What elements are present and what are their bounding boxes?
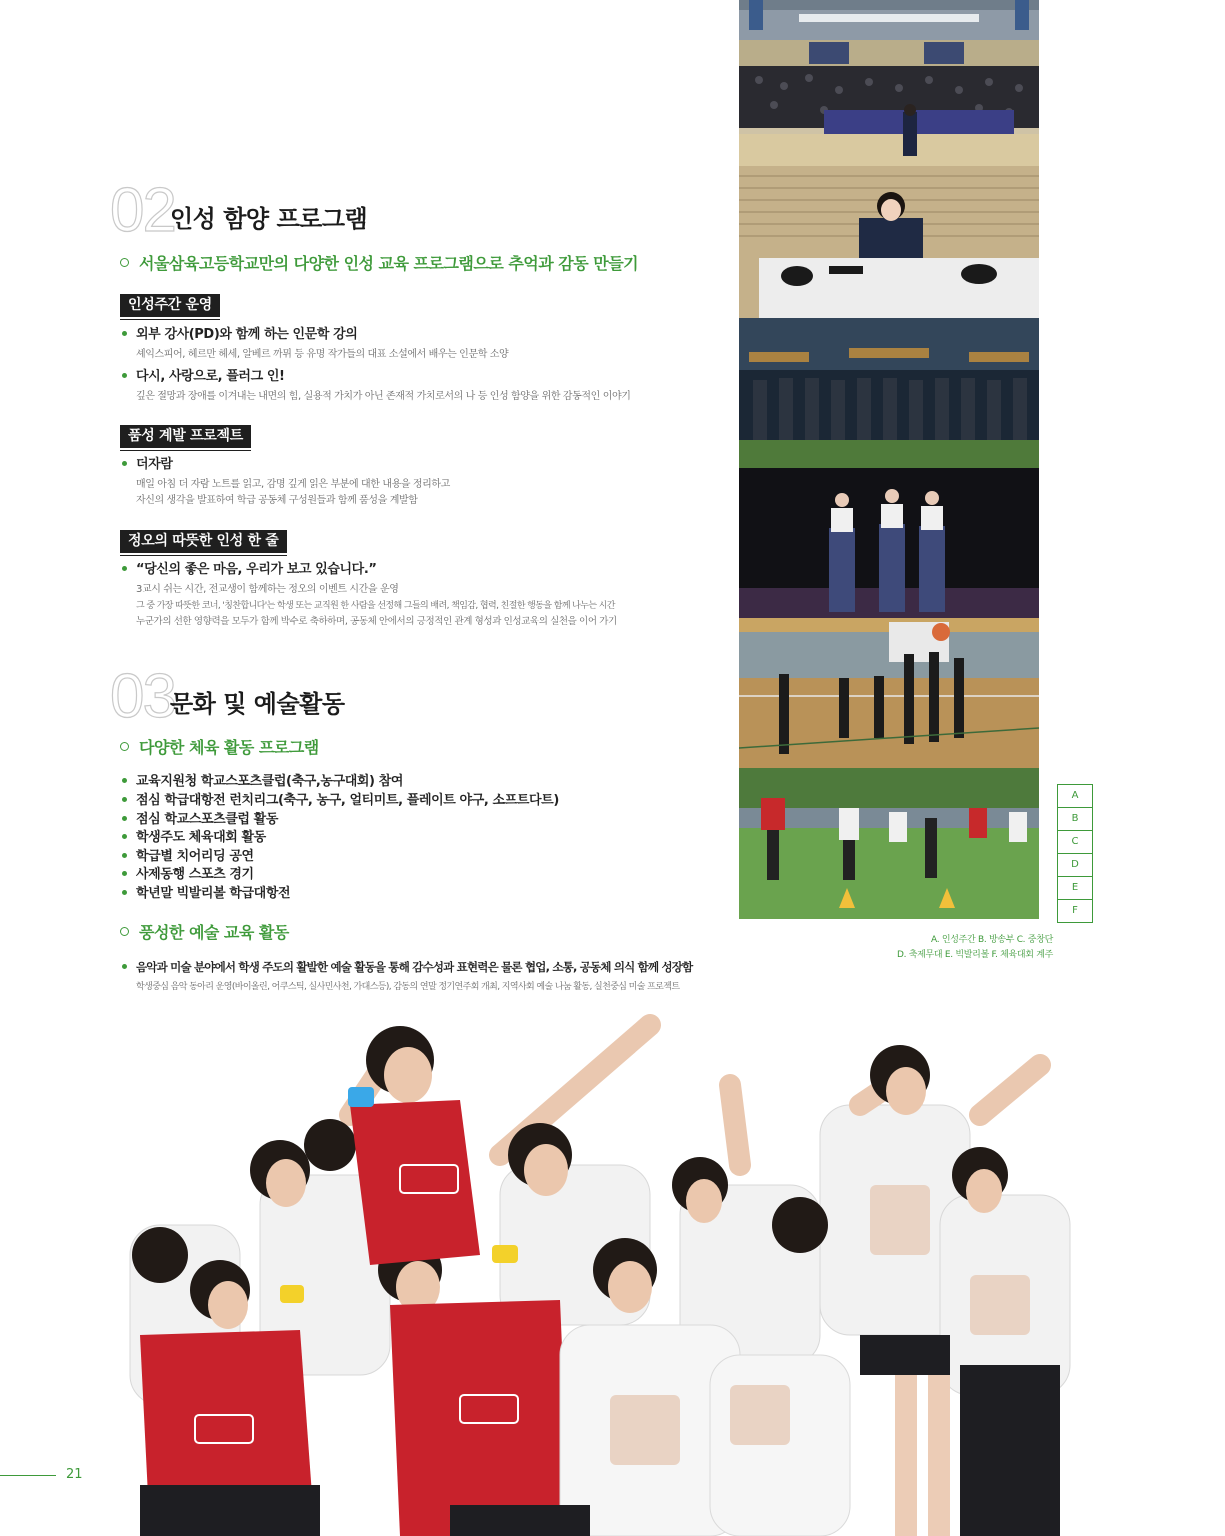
group-photo-students xyxy=(100,1005,1100,1536)
list-item-title xyxy=(122,369,285,385)
section-title-culture: 문화 및 예술활동 xyxy=(170,690,345,718)
tag-noon-line: 정오의 따뜻한 인성 한 줄 xyxy=(120,530,287,553)
bullet-icon xyxy=(122,964,127,969)
photo-broadcasting xyxy=(739,166,1039,318)
circle-bullet-icon xyxy=(120,258,129,267)
bullet-icon xyxy=(122,373,127,378)
arts-item-text: 음악과 미술 분야에서 학생 주도의 활발한 예술 활동을 통해 감수성과 표현력은 물론 협업, 소통, 공동체 의식 함께 성장함 xyxy=(136,960,693,974)
section-subtitle xyxy=(120,256,638,272)
photo-label-d: D xyxy=(1058,854,1092,877)
sports-heading xyxy=(120,740,319,756)
photo-big-volleyball xyxy=(739,618,1039,768)
list-item-text: 점심 학급대항전 런치리그(축구, 농구, 얼티미트, 플레이트 야구, 소프트다트) xyxy=(136,793,559,808)
photo-label-f: F xyxy=(1072,905,1078,916)
list-item xyxy=(122,867,254,883)
bullet-icon xyxy=(122,834,127,839)
photo-volleyball-image xyxy=(739,618,1039,768)
list-item xyxy=(122,830,266,846)
list-item-title xyxy=(122,327,357,343)
bullet-icon xyxy=(122,778,127,783)
bullet-icon xyxy=(122,461,127,466)
list-item-text: 사제동행 스포츠 경기 xyxy=(136,867,254,882)
photo-label-e: E xyxy=(1058,877,1092,900)
photo-caption-line-1: A. 인성주간 B. 방송부 C. 중창단 xyxy=(931,935,1053,945)
list-item xyxy=(122,886,290,902)
list-item-title xyxy=(122,457,172,473)
photo-choir xyxy=(739,318,1039,468)
list-item-text: 점심 학교스포츠클럽 활동 xyxy=(136,812,278,827)
photo-label-c: C xyxy=(1058,831,1092,854)
arts-heading xyxy=(120,925,289,941)
list-item-text: 교육지원청 학교스포츠클럽(축구,농구대회) 참여 xyxy=(136,774,404,789)
list-item xyxy=(122,793,559,809)
list-item xyxy=(122,774,403,790)
photo-index-box xyxy=(1057,784,1093,923)
sports-heading-text: 다양한 체육 활동 프로그램 xyxy=(139,738,319,757)
list-item-desc: 자신의 생각을 발표하여 학급 공동체 구성원들과 함께 품성을 계발함 xyxy=(136,495,418,506)
list-item-desc: 깊은 절망과 장애를 이겨내는 내면의 힘, 실용적 가치가 아닌 존재적 가치로서의 나 등 인성 함양을 위한 감동적인 이야기 xyxy=(136,391,631,402)
photo-relay xyxy=(739,768,1039,919)
photo-character-week xyxy=(739,0,1039,166)
list-item-text: 학급별 치어리딩 공연 xyxy=(136,849,254,864)
photo-broadcasting-image xyxy=(739,166,1039,318)
list-item-desc: 3교시 쉬는 시간, 전교생이 함께하는 정오의 이벤트 시간을 운영 xyxy=(136,584,399,595)
circle-bullet-icon xyxy=(120,927,129,936)
section-subtitle-text: 서울삼육고등학교만의 다양한 인성 교육 프로그램으로 추억과 감동 만들기 xyxy=(139,254,639,273)
photo-stage-image xyxy=(739,468,1039,618)
bullet-icon xyxy=(122,890,127,895)
list-item-text: 학생주도 체육대회 활동 xyxy=(136,830,266,845)
list-item-desc: 누군가의 선한 영향력을 모두가 함께 박수로 축하하며, 공동체 안에서의 긍정적인 관계 형성과 인성교육의 실천을 이어 가기 xyxy=(136,616,617,627)
bullet-icon xyxy=(122,853,127,858)
bullet-icon xyxy=(122,871,127,876)
photo-relay-image xyxy=(739,768,1039,919)
bullet-icon xyxy=(122,797,127,802)
list-item-title-text: 외부 강사(PD)와 함께 하는 인문학 강의 xyxy=(136,327,358,342)
photo-label-b: B xyxy=(1058,808,1092,831)
page-number: 21 xyxy=(66,1467,83,1482)
list-item-desc: 셰익스피어, 헤르만 헤세, 알베르 까뮈 등 유명 작가들의 대표 소설에서 배우는 인문학 소양 xyxy=(136,349,509,360)
photo-choir-image xyxy=(739,318,1039,468)
tag-virtue-project: 품성 계발 프로젝트 xyxy=(120,425,251,448)
photo-caption-line-2: D. 축제무대 E. 빅발리볼 F. 체육대회 계주 xyxy=(896,950,1053,960)
section-number-02: 02 xyxy=(110,176,175,245)
bullet-icon xyxy=(122,331,127,336)
list-item-title xyxy=(122,562,377,578)
list-item xyxy=(122,849,254,865)
list-item xyxy=(122,812,278,828)
list-item-title-text: 다시, 사랑으로, 플러그 인! xyxy=(136,369,285,384)
list-item-text: 학년말 빅발리볼 학급대항전 xyxy=(136,886,291,901)
page-number-line xyxy=(0,1475,56,1476)
photo-festival-stage xyxy=(739,468,1039,618)
list-item-desc: 그 중 가장 따뜻한 코너, '칭찬합니다'는 학생 또는 교직원 한 사람을 선정해 그들의 배려, 책임감, 협력, 친절한 행동을 함께 나누는 시간 xyxy=(136,601,615,611)
circle-bullet-icon xyxy=(120,742,129,751)
arts-desc: 학생중심 음악 동아리 운영(바이올린, 어쿠스틱, 실사민사천, 가대스등), 감동의 연말 정기연주회 개최, 지역사회 예술 나눔 활동, 실천중심 미술 프로젝트 xyxy=(136,982,680,992)
photo-assembly-image xyxy=(739,0,1039,166)
arts-item xyxy=(122,959,692,975)
photo-label-a: A xyxy=(1058,785,1092,808)
tag-character-week: 인성주간 운영 xyxy=(120,294,220,317)
list-item-title-text: “당신의 좋은 마음, 우리가 보고 있습니다.” xyxy=(136,562,377,577)
bullet-icon xyxy=(122,816,127,821)
list-item-title-text: 더자람 xyxy=(136,457,173,472)
section-number-03: 03 xyxy=(110,662,175,731)
arts-heading-text: 풍성한 예술 교육 활동 xyxy=(139,923,289,942)
bullet-icon xyxy=(122,566,127,571)
section-title-character: 인성 함양 프로그램 xyxy=(170,205,368,233)
list-item-desc: 매일 아침 더 자람 노트를 읽고, 감명 깊게 읽은 부분에 대한 내용을 정리하고 xyxy=(136,479,450,490)
